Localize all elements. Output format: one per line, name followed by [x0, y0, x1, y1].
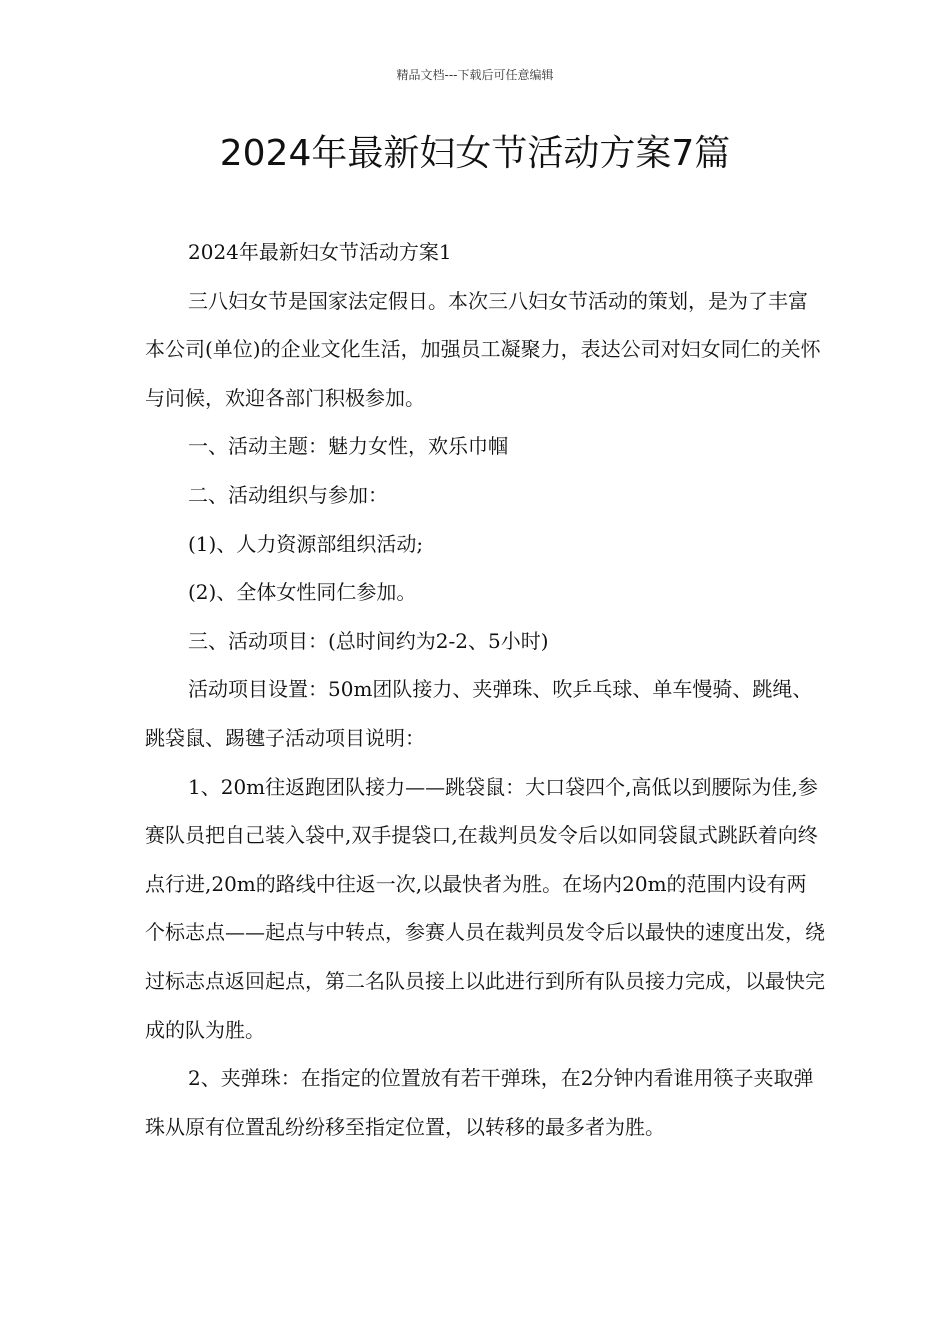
paragraph-item-marbles: 2、夹弹珠：在指定的位置放有若干弹珠，在2分钟内看谁用筷子夹取弹珠从原有位置乱纷纷移至指定位置，以转移的最多者为胜。	[145, 1066, 814, 1139]
header-note: 精品文档---下载后可任意编辑	[396, 68, 554, 82]
paragraph-organization: 二、活动组织与参加：	[188, 482, 388, 507]
paragraph-participants: (2)、全体女性同仁参加。	[188, 580, 417, 605]
paragraph-organizer: (1)、人力资源部组织活动;	[188, 531, 424, 556]
paragraph-items-heading: 三、活动项目：(总时间约为2-2、5小时)	[188, 628, 549, 653]
paragraph-intro: 三八妇女节是国家法定假日。本次三八妇女节活动的策划，是为了丰富本公司(单位)的企业文化生活，加强员工凝聚力，表达公司对妇女同仁的关怀与问候，欢迎各部门积极参加。	[145, 288, 821, 410]
paragraph-items-setup: 活动项目设置：50m团队接力、夹弹珠、吹乒乓球、单车慢骑、跳绳、跳袋鼠、踢毽子活动项目说明：	[145, 677, 813, 750]
paragraph-item-relay: 1、20m往返跑团队接力——跳袋鼠：大口袋四个,高低以到腰际为佳,参赛队员把自己装入袋中,双手提袋口,在裁判员发令后以如同袋鼠式跳跃着向终点行进,20m的路线中往返一次,以最快者为胜。在场内20m的范围内设有两个标志点——起点与中转点，参赛人员在裁判员发令后以最快的速度出发，绕过标志点返回起点，第二名队员接上以此进行到所有队员接力完成，以最快完成的队为胜。	[145, 774, 825, 1042]
document-title: 2024年最新妇女节活动方案7篇	[219, 133, 731, 174]
section-heading: 2024年最新妇女节活动方案1	[188, 240, 452, 264]
document-body	[145, 228, 825, 1151]
paragraph-theme: 一、活动主题：魅力女性，欢乐巾帼	[188, 434, 508, 459]
